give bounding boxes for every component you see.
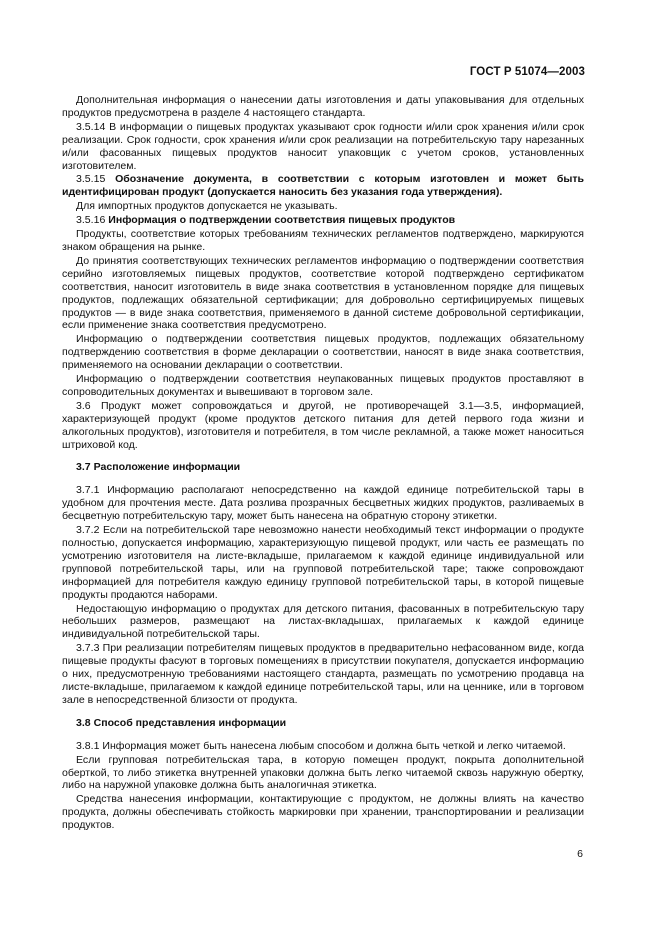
paragraph: Информацию о подтверждении соответствия пищевых продуктов, подлежащих обязательному подтверждению соответствия в форме декларации о соответствии, наносят в виде знака соответствия, применяемого на основании декларации о соответствии. — [62, 333, 584, 372]
paragraph: 3.5.14 В информации о пищевых продуктах указывают срок годности и/или срок хранения и/или срок реализации. Срок годности, срок хранения и/или срок реализации на потребительскую тару нарезанных и/или фасованных пищевых продуктов наносит упаковщик с учетом сроков, установленных изготовителем. — [62, 120, 584, 172]
page-number: 6 — [577, 848, 583, 860]
paragraph: Информацию о подтверждении соответствия неупакованных пищевых продуктов проставляют в сопроводительных документах и вывешивают в торговом зале. — [62, 373, 584, 398]
paragraph: 3.7.1 Информацию располагают непосредственно на каждой единице потребительской тары в удобном для прочтения месте. Дата розлива прозрачных бесцветных жидких продуктов, разливаемых в бесцветную потребительскую тару, может быть нанесена на обратную сторону этикетки. — [62, 484, 584, 523]
standard-header: ГОСТ Р 51074—2003 — [469, 66, 585, 78]
paragraph: Средства нанесения информации, контактирующие с продуктом, не должны влиять на качество продукта, должны обеспечивать стойкость маркировки при хранении, транспортировании и реализации продуктов. — [62, 793, 584, 832]
paragraph-heading — [62, 214, 584, 227]
paragraph-heading — [62, 173, 584, 199]
section-heading: 3.8 Способ представления информации — [76, 716, 287, 729]
paragraph: Продукты, соответствие которых требованиям технических регламентов подтверждено, маркируются знаком обращения на рынке. — [62, 228, 584, 253]
paragraph: Недостающую информацию о продуктах для детского питания, фасованных в потребительскую тару небольших размеров, размещают на листах-вкладышах, прилагаемых к каждой единице индивидуальной потребительской тары. — [62, 602, 584, 641]
paragraph: 3.6 Продукт может сопровождаться и другой, не противоречащей 3.1—3.5, информацией, характеризующей продукт (кроме продуктов детского питания для детей первого года жизни и алкогольных продуктов), изготовителя и потребителя, в том числе рекламной, а также может наноситься штриховой код. — [62, 399, 584, 451]
section-heading: 3.7 Расположение информации — [76, 461, 241, 474]
paragraph: Дополнительная информация о нанесении даты изготовления и даты упаковывания для отдельных продуктов предусмотрена в разделе 4 настоящего стандарта. — [62, 94, 584, 119]
paragraph: До принятия соответствующих технических регламентов информацию о подтверждении соответствия серийно изготовляемых пищевых продуктов, соответствие которой подтверждено сертификатом соответствия, наносит изготовитель в виде знака соответствия в установленном порядке для пищевых продуктов, подлежащих обязательной сертификации; для добровольно сертифицируемых пищевых продуктов — в виде знака соответствия, применяемого в данной системе добровольной сертификации, если применение знака соответствия предусмотрено. — [62, 254, 584, 332]
document-body — [62, 94, 584, 832]
clause-title: Информация о подтверждении соответствия пищевых продуктов — [108, 214, 456, 227]
clause-title: Обозначение документа, в соответствии с которым изготовлен и может быть идентифицирован продукт (допускается наносить без указания года утверждения). — [62, 173, 584, 199]
paragraph: 3.7.3 При реализации потребителям пищевых продуктов в предварительно нефасованном виде, когда пищевые продукты фасуют в торговых помещениях в присутствии покупателя, допускается информацию о них, предусмотренную требованиями настоящего стандарта, размещать по усмотрению продавца на листе-вкладыше, прилагаемом к каждой единице потребительской тары, или на ценнике, или в торговом зале в непосредственной близости от продукта. — [62, 642, 584, 706]
paragraph: 3.7.2 Если на потребительской таре невозможно нанести необходимый текст информации о продукте полностью, допускается информацию, характеризующую пищевой продукт, или часть ее размещать по усмотрению изготовителя на листе-вкладыше, прилагаемом к каждой единице индивидуальной или групповой потребительской тары, или на групповой потребительской таре; также сопровождают информацией для потребителя каждую единицу групповой потребительской тары, в которой пищевые продукты продаются наборами. — [62, 524, 584, 601]
paragraph: Для импортных продуктов допускается не указывать. — [76, 200, 338, 213]
paragraph: 3.8.1 Информация может быть нанесена любым способом и должна быть четкой и легко читаемой. — [76, 739, 566, 752]
clause-number: 3.5.16 — [76, 214, 106, 227]
paragraph: Если групповая потребительская тара, в которую помещен продукт, покрыта дополнительной оберткой, то либо этикетка внутренней упаковки должна быть легко читаемой сквозь наружную обертку, либо на наружной упаковке должна быть аналогичная этикетка. — [62, 753, 584, 792]
clause-number: 3.5.15 — [76, 173, 106, 186]
